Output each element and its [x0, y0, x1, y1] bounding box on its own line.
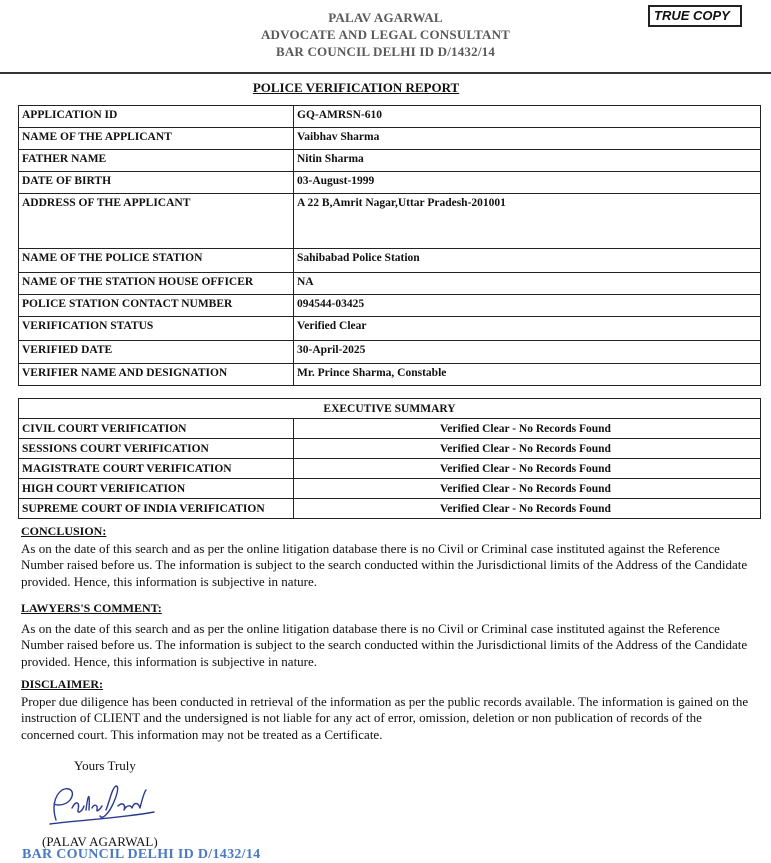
details-value: 094544-03425 — [294, 295, 761, 317]
summary-row — [19, 499, 761, 519]
conclusion-section — [21, 523, 756, 590]
details-value: 03-August-1999 — [294, 172, 761, 194]
summary-value: Verified Clear - No Records Found — [294, 499, 761, 519]
header-bar-id: BAR COUNCIL DELHI ID D/1432/14 — [275, 44, 496, 59]
summary-value: Verified Clear - No Records Found — [294, 459, 761, 479]
details-row — [19, 128, 761, 150]
details-label: NAME OF THE APPLICANT — [19, 128, 294, 150]
details-label: ADDRESS OF THE APPLICANT — [19, 194, 294, 249]
conclusion-heading: CONCLUSION: — [21, 524, 107, 538]
details-value: A 22 B,Amrit Nagar,Uttar Pradesh-201001 — [294, 194, 761, 249]
details-value: Vaibhav Sharma — [294, 128, 761, 150]
signatory-bar-id: BAR COUNCIL DELHI ID D/1432/14 — [22, 847, 261, 862]
summary-label: SESSIONS COURT VERIFICATION — [19, 439, 294, 459]
details-value: Verified Clear — [294, 317, 761, 341]
header-title: ADVOCATE AND LEGAL CONSULTANT — [260, 27, 511, 42]
summary-label: HIGH COURT VERIFICATION — [19, 479, 294, 499]
true-copy-stamp: TRUE COPY — [648, 5, 742, 27]
summary-label: MAGISTRATE COURT VERIFICATION — [19, 459, 294, 479]
summary-value: Verified Clear - No Records Found — [294, 479, 761, 499]
details-label: APPLICATION ID — [19, 106, 294, 128]
details-row — [19, 150, 761, 172]
lawyers-comment-heading: LAWYERS'S COMMENT: — [21, 601, 162, 615]
details-row — [19, 249, 761, 273]
details-row — [19, 364, 761, 386]
executive-summary-table — [18, 398, 761, 519]
details-value: 30-April-2025 — [294, 341, 761, 364]
details-row — [19, 172, 761, 194]
disclaimer-section — [21, 676, 756, 743]
details-row — [19, 194, 761, 249]
details-row — [19, 341, 761, 364]
summary-label: SUPREME COURT OF INDIA VERIFICATION — [19, 499, 294, 519]
details-value: Nitin Sharma — [294, 150, 761, 172]
disclaimer-text: Proper due diligence has been conducted in retrieval of the information as per the public records available. The information is gained on the instruction of CLIENT and the undersigned is not liable for any act of error, omission, deletion or non publication of records of the concerned court. This information may not be treated as a Certificate. — [21, 693, 749, 742]
summary-heading: EXECUTIVE SUMMARY — [19, 399, 761, 419]
details-label: NAME OF THE STATION HOUSE OFFICER — [19, 273, 294, 295]
summary-row — [19, 419, 761, 439]
details-value: Sahibabad Police Station — [294, 249, 761, 273]
details-value: Mr. Prince Sharma, Constable — [294, 364, 761, 386]
details-value: NA — [294, 273, 761, 295]
signatory-name: (PALAV AGARWAL) — [42, 834, 158, 849]
header-name: PALAV AGARWAL — [328, 10, 443, 25]
conclusion-text: As on the date of this search and as per the online litigation database there is no Civil or Criminal case instituted against the Reference Number raised before us. The information is subject to the search conducted within the Jurisdictional limits of the Address of the Candidate provided. Hence, this information is subjective in nature. — [21, 540, 748, 589]
details-label: DATE OF BIRTH — [19, 172, 294, 194]
summary-value: Verified Clear - No Records Found — [294, 439, 761, 459]
summary-row — [19, 479, 761, 499]
lawyers-comment-text: As on the date of this search and as per the online litigation database there is no Civil or Criminal case instituted against the Reference Number raised before us. The information is subject to the search conducted within the Jurisdictional limits of the Address of the Candidate provided. Hence, this information is subjective in nature. — [21, 620, 748, 669]
header-divider — [0, 72, 771, 74]
details-row — [19, 317, 761, 341]
details-row — [19, 273, 761, 295]
closing-salutation: Yours Truly — [74, 758, 136, 773]
details-label: FATHER NAME — [19, 150, 294, 172]
details-label: VERIFIED DATE — [19, 341, 294, 364]
summary-row — [19, 439, 761, 459]
details-row — [19, 106, 761, 128]
summary-heading-row — [19, 399, 761, 419]
details-label: NAME OF THE POLICE STATION — [19, 249, 294, 273]
handwritten-signature — [42, 780, 162, 830]
details-row — [19, 295, 761, 317]
summary-label: CIVIL COURT VERIFICATION — [19, 419, 294, 439]
details-value: GQ-AMRSN-610 — [294, 106, 761, 128]
disclaimer-heading: DISCLAIMER: — [21, 677, 104, 691]
report-title: POLICE VERIFICATION REPORT — [252, 80, 460, 95]
details-label: VERIFIER NAME AND DESIGNATION — [19, 364, 294, 386]
details-label: POLICE STATION CONTACT NUMBER — [19, 295, 294, 317]
lawyers-comment-section — [21, 600, 756, 670]
details-table — [18, 105, 761, 386]
summary-row — [19, 459, 761, 479]
details-label: VERIFICATION STATUS — [19, 317, 294, 341]
summary-value: Verified Clear - No Records Found — [294, 419, 761, 439]
